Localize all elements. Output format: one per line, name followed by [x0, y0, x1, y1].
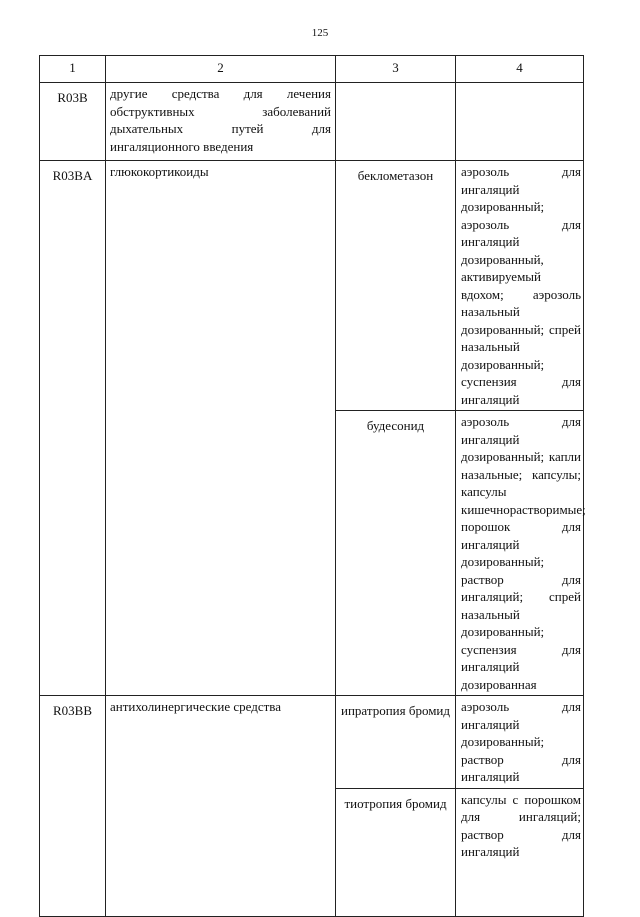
drug-name	[336, 83, 456, 161]
header-col-4: 4	[456, 56, 584, 83]
header-col-1: 1	[40, 56, 106, 83]
dosage-forms: аэрозоль для ингаляций дозированный; аэрозоль для ингаляций дозированный, активируемый вдохом; аэрозоль назальный дозированный; спрей назальный дозированный; суспензия для ингаляций	[456, 161, 584, 411]
table-row	[40, 161, 584, 411]
dosage-forms: капсулы с порошком для ингаляций; раствор для ингаляций	[456, 788, 584, 916]
header-col-2: 2	[106, 56, 336, 83]
page-number: 125	[311, 27, 329, 39]
table-row	[40, 696, 584, 789]
atc-group-name: другие средства для лечения обструктивных заболеваний дыхательных путей для ингаляционного введения	[106, 83, 336, 161]
drug-name: тиотропия бромид	[336, 788, 456, 916]
atc-code: R03BA	[40, 161, 106, 696]
drug-name: беклометазон	[336, 161, 456, 411]
drug-name: ипратропия бромид	[336, 696, 456, 789]
dosage-forms: аэрозоль для ингаляций дозированный; капли назальные; капсулы; капсулы кишечнорастворимые; порошок для ингаляций дозированный; раствор для ингаляций; спрей назальный дозированный; суспензия для ингаляций дозированная	[456, 411, 584, 696]
atc-group-name: глюкокортикоиды	[106, 161, 336, 696]
header-row	[40, 56, 584, 83]
dosage-forms	[456, 83, 584, 161]
drug-name: будесонид	[336, 411, 456, 696]
medication-table	[39, 55, 584, 917]
header-col-3: 3	[336, 56, 456, 83]
dosage-forms: аэрозоль для ингаляций дозированный; раствор для ингаляций	[456, 696, 584, 789]
table-row	[40, 83, 584, 161]
atc-group-name: антихолинергические средства	[106, 696, 336, 917]
atc-code: R03BB	[40, 696, 106, 917]
atc-code: R03B	[40, 83, 106, 161]
